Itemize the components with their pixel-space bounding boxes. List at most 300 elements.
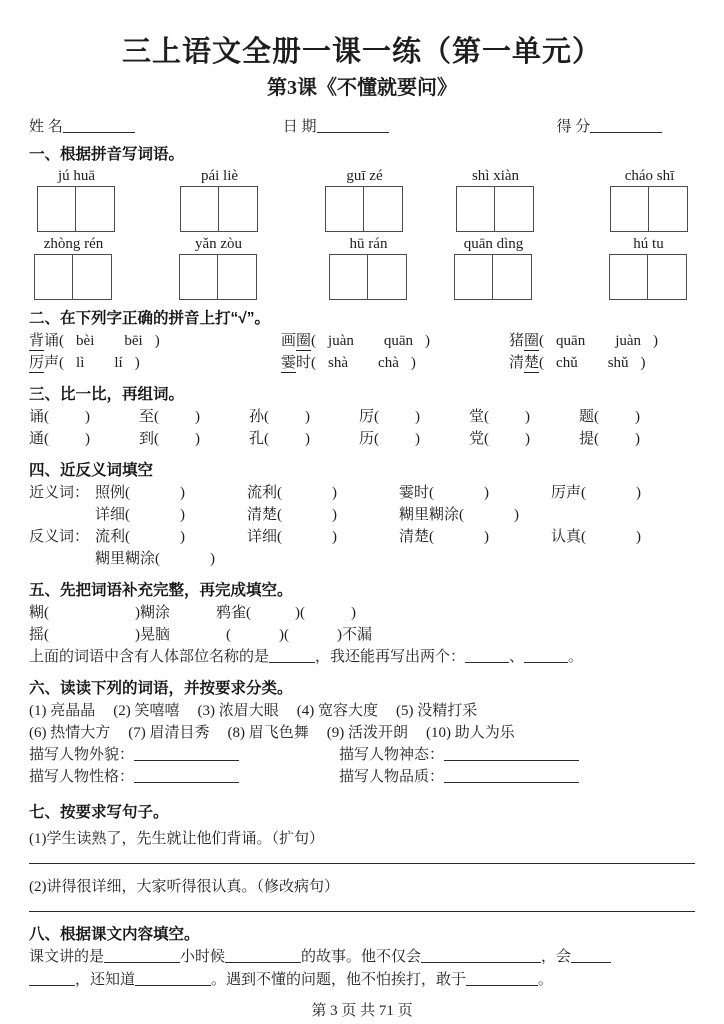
section-heading-s4: 四、近反义词填空	[29, 462, 154, 479]
word-fill-item	[399, 504, 551, 526]
section-heading-s5: 五、先把词语补充完整，再完成填空。	[29, 582, 293, 599]
compare-char: 孔(	[249, 431, 269, 447]
word-list-item: (2) 笑嘻嘻	[113, 703, 180, 719]
text-run: )(	[295, 605, 305, 621]
pinyin-box-row	[29, 234, 695, 300]
character-write-boxes	[179, 254, 258, 300]
close-paren: )	[410, 355, 416, 371]
write-blank-line	[590, 119, 662, 133]
character-box	[73, 254, 112, 300]
spacer	[489, 442, 525, 443]
character-box	[180, 186, 219, 232]
compare-char: 通(	[29, 431, 49, 447]
row-label: 反义词：	[29, 529, 90, 545]
close-paren: )	[180, 507, 185, 523]
write-blank-line	[444, 747, 579, 761]
write-blank-line	[421, 949, 541, 963]
section-heading-s7: 七、按要求写句子。	[29, 804, 169, 821]
spacer	[629, 366, 641, 367]
spacer	[94, 344, 124, 345]
pinyin-box-row	[29, 166, 695, 232]
section-heading-s2: 二、在下列字正确的拼音上打“√”。	[29, 310, 271, 327]
word-list-item: (3) 浓眉大眼	[197, 703, 279, 719]
compare-word-item	[249, 428, 359, 450]
text-run: )	[351, 605, 356, 621]
spacer	[231, 638, 279, 639]
word-part: 画	[281, 333, 297, 349]
spacer	[316, 366, 328, 367]
section-heading-s1: 一、根据拼音写词语。	[29, 146, 185, 163]
spacer	[130, 496, 180, 497]
fill-in-line	[29, 946, 695, 969]
category-label: 描写人物性格：	[29, 769, 135, 785]
compare-word-item	[469, 428, 579, 450]
score-label: 得 分	[556, 119, 591, 135]
pinyin-option: shà	[328, 355, 349, 371]
close-paren: )	[305, 409, 310, 425]
spacer	[464, 518, 514, 519]
spacer	[269, 420, 305, 421]
close-paren: )	[154, 333, 160, 349]
character-box	[34, 254, 73, 300]
spacer	[413, 344, 425, 345]
character-box	[76, 186, 115, 232]
pinyin-option: quān	[383, 333, 414, 349]
compare-char: 堂(	[469, 409, 489, 425]
word-fill-item	[247, 504, 399, 526]
word-text: 糊里糊涂(	[399, 507, 464, 523]
character-box	[179, 254, 218, 300]
compare-word-item	[579, 406, 689, 428]
pinyin-label: cháo shī	[624, 168, 675, 184]
spacer	[586, 496, 636, 497]
pinyin-box-column	[37, 166, 116, 232]
word-list-item: (9) 活泼开朗	[326, 725, 408, 741]
close-paren: )	[636, 529, 641, 545]
synonym-antonym-row	[29, 482, 695, 504]
spacer	[49, 616, 135, 617]
spacer	[49, 442, 85, 443]
close-paren: )	[636, 485, 641, 501]
pinyin-option: quān	[556, 333, 586, 349]
spacer	[399, 366, 411, 367]
pinyin-label: zhòng rén	[43, 236, 104, 252]
date-label: 日 期	[282, 119, 317, 135]
spacer	[354, 344, 384, 345]
character-write-boxes	[609, 254, 688, 300]
compare-char: 到(	[139, 431, 159, 447]
write-blank-line	[466, 972, 538, 986]
pinyin-label: yǎn zòu	[194, 236, 243, 252]
spacer	[348, 366, 378, 367]
word-fill-item	[551, 482, 703, 504]
category-fill	[29, 744, 339, 766]
word-fill-item	[247, 526, 399, 548]
row-label	[29, 548, 95, 570]
word-list-item: (5) 没精打采	[396, 703, 478, 719]
pinyin-option: bèi	[76, 333, 95, 349]
pinyin-option: juàn	[615, 333, 642, 349]
text-run: ，我还能再写出两个：	[315, 649, 466, 665]
text-run: 小时候	[180, 949, 226, 965]
text-run: 课文讲的是	[29, 949, 105, 965]
name-label: 姓 名	[29, 119, 63, 135]
pinyin-box-column	[180, 166, 259, 232]
character-box	[325, 186, 364, 232]
section-heading-s6: 六、读读下列的词语，并按要求分类。	[29, 680, 293, 697]
compare-char: 历(	[359, 431, 379, 447]
character-box	[649, 186, 688, 232]
write-blank-line	[225, 949, 301, 963]
close-paren: )	[332, 529, 337, 545]
pinyin-label: hú tu	[633, 236, 664, 252]
pinyin-choice-item	[281, 352, 509, 374]
word-fill-item	[247, 482, 399, 504]
character-box	[329, 254, 368, 300]
word-text: 照例(	[95, 485, 130, 501]
answer-write-line	[29, 863, 695, 864]
word-text: 清楚(	[247, 507, 282, 523]
spacer	[170, 638, 226, 639]
spacer	[586, 540, 636, 541]
pinyin-box-column	[179, 234, 258, 300]
pinyin-choice-item	[29, 330, 281, 352]
compare-word-item	[139, 406, 249, 428]
close-paren: )	[425, 333, 431, 349]
pinyin-choice-item	[281, 330, 509, 352]
word-list-item: (8) 眉飞色舞	[227, 725, 309, 741]
character-box	[364, 186, 403, 232]
compare-words-row	[29, 428, 695, 450]
text-run: (	[226, 627, 231, 643]
spacer	[84, 366, 114, 367]
compare-word-item	[359, 428, 469, 450]
character-box	[454, 254, 493, 300]
page-title: 三上语文全册一课一练（第一单元）	[121, 36, 602, 68]
open-paren: (	[539, 333, 545, 349]
word-list-item: (1) 亮晶晶	[29, 703, 96, 719]
spacer	[160, 562, 210, 563]
word-part: 诵	[44, 333, 60, 349]
character-box	[218, 254, 257, 300]
text-run: 的故事。他不仅会	[301, 949, 422, 965]
lesson-subtitle: 第3课《不懂就要问》	[267, 77, 457, 99]
spacer	[143, 344, 155, 345]
word-text: 流利(	[247, 485, 282, 501]
compare-char: 厉(	[359, 409, 379, 425]
pinyin-box-column	[325, 166, 404, 232]
close-paren: )	[484, 485, 489, 501]
write-blank-line	[524, 649, 568, 663]
underlined-char: 背	[29, 333, 45, 349]
close-paren: )	[332, 507, 337, 523]
compare-word-item	[579, 428, 689, 450]
spacer	[489, 420, 525, 421]
worksheet-sections	[29, 144, 695, 992]
section-s3	[29, 384, 695, 450]
word-text: 霎时(	[399, 485, 434, 501]
close-paren: )	[85, 431, 90, 447]
compare-char: 题(	[579, 409, 599, 425]
word-fill-item	[95, 482, 247, 504]
pinyin-box-column	[34, 234, 113, 300]
spacer	[170, 616, 216, 617]
word-fill-item	[551, 526, 703, 548]
close-paren: )	[134, 355, 140, 371]
text-run: )糊涂	[135, 605, 170, 621]
category-fill	[339, 744, 579, 766]
word-part: 猪	[509, 333, 525, 349]
answer-write-line	[29, 911, 695, 912]
category-label: 描写人物神态：	[339, 747, 445, 763]
compare-word-item	[29, 406, 139, 428]
compare-word-item	[359, 406, 469, 428]
spacer	[251, 616, 295, 617]
close-paren: )	[525, 431, 530, 447]
category-label: 描写人物外貌：	[29, 747, 135, 763]
spacer	[269, 442, 305, 443]
close-paren: )	[415, 431, 420, 447]
sentence-text: (1)学生读熟了，先生就让他们背诵。（扩句）	[29, 831, 324, 847]
text-run: ，还知道	[75, 972, 136, 988]
compare-char: 至(	[139, 409, 159, 425]
character-box	[493, 254, 532, 300]
word-list-item: (6) 热情大方	[29, 725, 111, 741]
open-paren: (	[311, 355, 317, 371]
fill-in-line	[29, 646, 695, 668]
open-paren: (	[59, 355, 65, 371]
open-paren: (	[59, 333, 65, 349]
write-blank-line	[134, 769, 239, 783]
fill-in-line	[29, 602, 695, 624]
spacer	[159, 420, 195, 421]
pinyin-option: chǔ	[556, 355, 578, 371]
compare-word-item	[469, 406, 579, 428]
close-paren: )	[85, 409, 90, 425]
synonym-antonym-row	[29, 504, 695, 526]
spacer	[130, 518, 180, 519]
pinyin-option: bēi	[124, 333, 143, 349]
close-paren: )	[635, 409, 640, 425]
word-list-row	[29, 700, 695, 722]
word-text: 流利(	[95, 529, 130, 545]
section-s8	[29, 924, 695, 992]
spacer	[49, 638, 135, 639]
open-paren: (	[539, 355, 545, 371]
choice-word	[281, 333, 311, 351]
close-paren: )	[332, 485, 337, 501]
underlined-char: 圈	[524, 333, 540, 349]
section-heading-s3: 三、比一比，再组词。	[29, 386, 185, 403]
character-write-boxes	[329, 254, 408, 300]
character-box	[368, 254, 407, 300]
underlined-char: 霎	[281, 355, 297, 371]
write-blank-line	[465, 649, 509, 663]
pinyin-choice-row	[29, 330, 695, 352]
pinyin-option: lí	[114, 355, 123, 371]
text-run: 鸦雀(	[216, 605, 251, 621]
synonym-antonym-row	[29, 548, 695, 570]
spacer	[282, 496, 332, 497]
spacer	[599, 442, 635, 443]
text-run: )晃脑	[135, 627, 170, 643]
pinyin-label: quān dìng	[463, 236, 524, 252]
word-list-item: (10) 助人为乐	[426, 725, 515, 741]
spacer	[316, 344, 328, 345]
pinyin-box-column	[456, 166, 535, 232]
pinyin-box-column	[329, 234, 408, 300]
spacer	[64, 344, 76, 345]
choice-word	[281, 355, 311, 373]
compare-word-item	[29, 428, 139, 450]
character-box	[456, 186, 495, 232]
underlined-char: 圈	[296, 333, 312, 349]
compare-char: 诵(	[29, 409, 49, 425]
text-run: 。	[538, 972, 554, 988]
sentence-text: (2)讲得很详细，大家听得很认真。（修改病句）	[29, 879, 339, 895]
close-paren: )	[640, 355, 646, 371]
text-run: 、	[509, 649, 525, 665]
spacer	[544, 366, 556, 367]
write-blank-line	[104, 949, 180, 963]
section-s1	[29, 144, 695, 300]
close-paren: )	[415, 409, 420, 425]
category-row	[29, 744, 695, 766]
spacer	[599, 420, 635, 421]
compare-char: 党(	[469, 431, 489, 447]
spacer	[159, 442, 195, 443]
close-paren: )	[180, 529, 185, 545]
close-paren: )	[635, 431, 640, 447]
spacer	[641, 344, 653, 345]
character-write-boxes	[37, 186, 116, 232]
text-run: 摇(	[29, 627, 49, 643]
write-blank-line	[134, 747, 239, 761]
choice-word	[29, 355, 59, 373]
close-paren: )	[525, 409, 530, 425]
spacer	[379, 420, 415, 421]
character-write-boxes	[454, 254, 533, 300]
name-field	[29, 116, 135, 138]
section-heading-s8: 八、根据课文内容填空。	[29, 926, 200, 943]
word-fill-item	[95, 526, 247, 548]
close-paren: )	[210, 551, 215, 567]
word-text: 厉声(	[551, 485, 586, 501]
text-run: 上面的词语中含有人体部位名称的是	[29, 649, 270, 665]
category-label: 描写人物品质：	[339, 769, 445, 785]
character-write-boxes	[34, 254, 113, 300]
write-blank-line	[317, 119, 389, 133]
word-part: 声	[44, 355, 60, 371]
word-fill-item	[95, 548, 247, 570]
section-s7	[29, 802, 695, 912]
spacer	[64, 366, 76, 367]
write-blank-line	[269, 649, 315, 663]
synonym-antonym-row	[29, 526, 695, 548]
section-s4	[29, 460, 695, 570]
character-write-boxes	[610, 186, 689, 232]
pinyin-label: hū rán	[349, 236, 388, 252]
close-paren: )	[180, 485, 185, 501]
date-field	[283, 116, 389, 138]
compare-word-item	[139, 428, 249, 450]
compare-word-item	[249, 406, 359, 428]
spacer	[49, 420, 85, 421]
pinyin-option: shǔ	[607, 355, 629, 371]
section-s6	[29, 678, 695, 788]
spacer	[434, 496, 484, 497]
text-run: )不漏	[337, 627, 372, 643]
category-fill	[339, 766, 579, 788]
choice-word	[509, 333, 539, 351]
character-write-boxes	[456, 186, 535, 232]
row-label: 近义词：	[29, 485, 90, 501]
pinyin-choice-item	[29, 352, 281, 374]
character-box	[648, 254, 687, 300]
underlined-char: 楚	[524, 355, 540, 371]
character-box	[609, 254, 648, 300]
word-text: 详细(	[247, 529, 282, 545]
spacer	[578, 366, 608, 367]
close-paren: )	[195, 431, 200, 447]
word-fill-item	[95, 504, 247, 526]
write-blank-line	[444, 769, 579, 783]
pinyin-label: pái liè	[200, 168, 239, 184]
compare-char: 孙(	[249, 409, 269, 425]
character-write-boxes	[180, 186, 259, 232]
text-run: 。	[568, 649, 584, 665]
pinyin-label: guī zé	[346, 168, 383, 184]
header-fields	[29, 116, 695, 138]
compare-char: 提(	[579, 431, 599, 447]
text-run: )(	[279, 627, 289, 643]
spacer	[130, 540, 180, 541]
text-run: ，会	[541, 949, 572, 965]
write-blank-line	[63, 119, 135, 133]
choice-word	[509, 355, 539, 373]
close-paren: )	[305, 431, 310, 447]
category-row	[29, 766, 695, 788]
choice-word	[29, 333, 59, 351]
pinyin-box-column	[454, 234, 533, 300]
pinyin-option: lì	[76, 355, 85, 371]
pinyin-choice-item	[509, 330, 658, 352]
word-text: 认真(	[551, 529, 586, 545]
spacer	[434, 540, 484, 541]
open-paren: (	[311, 333, 317, 349]
close-paren: )	[195, 409, 200, 425]
section-s5	[29, 580, 695, 668]
spacer	[289, 638, 337, 639]
word-list-item: (4) 宽容大度	[296, 703, 378, 719]
compare-words-row	[29, 406, 695, 428]
spacer	[544, 344, 556, 345]
word-fill-item	[399, 482, 551, 504]
close-paren: )	[484, 529, 489, 545]
word-fill-item	[399, 526, 551, 548]
word-list-row	[29, 722, 695, 744]
character-box	[219, 186, 258, 232]
pinyin-box-column	[610, 166, 689, 232]
word-text: 糊里糊涂(	[95, 551, 160, 567]
character-box	[495, 186, 534, 232]
word-text: 清楚(	[399, 529, 434, 545]
pinyin-label: jú huā	[57, 168, 96, 184]
section-s2	[29, 308, 695, 374]
pinyin-choice-row	[29, 352, 695, 374]
character-box	[610, 186, 649, 232]
pinyin-choice-item	[509, 352, 646, 374]
